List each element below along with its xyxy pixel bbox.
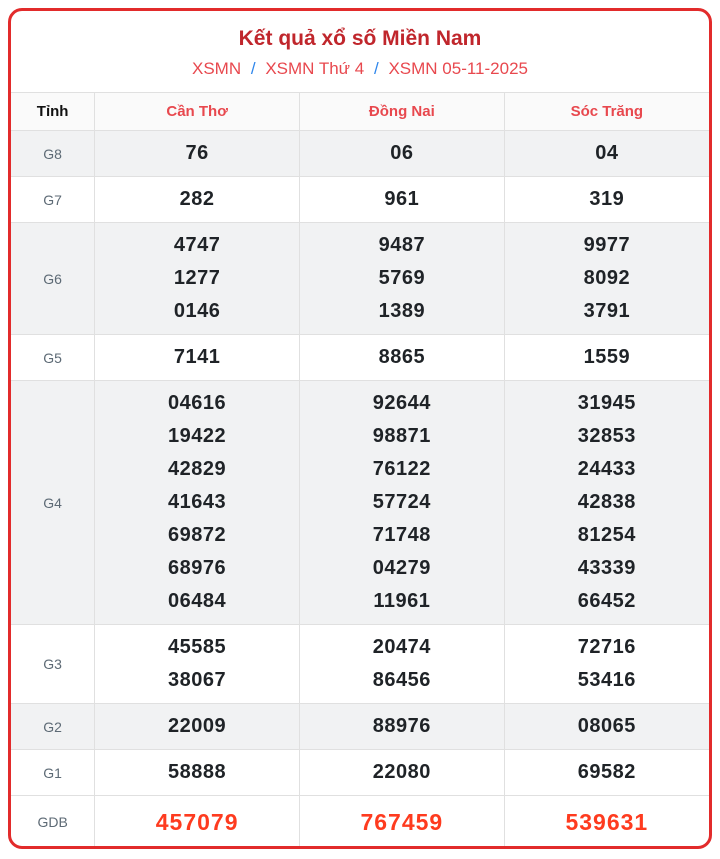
prize-number: 8865 <box>378 346 426 368</box>
prize-number: 19422 <box>168 425 227 447</box>
prize-number: 42838 <box>577 491 636 513</box>
prize-number: 72716 <box>577 636 636 658</box>
prize-cell <box>504 704 709 750</box>
prize-number: 1559 <box>583 346 631 368</box>
table-row <box>11 335 709 381</box>
table-row <box>11 381 709 625</box>
prize-cell <box>504 223 709 335</box>
prize-cell <box>299 796 504 849</box>
prize-number: 1277 <box>173 267 221 289</box>
breadcrumb-link-xsmn-date[interactable]: XSMN 05-11-2025 <box>388 59 528 78</box>
row-label-g6: G6 <box>11 223 95 335</box>
prize-number: 06484 <box>168 590 227 612</box>
prize-number: 457079 <box>155 809 239 835</box>
row-label-g2: G2 <box>11 704 95 750</box>
prize-number: 0146 <box>173 300 221 322</box>
prize-number: 53416 <box>577 669 636 691</box>
prize-cell <box>95 625 300 704</box>
table-row <box>11 177 709 223</box>
table-row <box>11 750 709 796</box>
prize-number: 04279 <box>372 557 431 579</box>
results-body <box>11 131 709 849</box>
prize-cell <box>95 381 300 625</box>
prize-number: 76 <box>185 142 209 164</box>
row-label-g7: G7 <box>11 177 95 223</box>
prize-number: 1389 <box>378 300 426 322</box>
prize-number: 45585 <box>168 636 227 658</box>
prize-cell <box>95 750 300 796</box>
prize-number: 8092 <box>583 267 631 289</box>
xsmn-result-card <box>8 8 712 849</box>
prize-cell <box>299 223 504 335</box>
prize-cell <box>299 131 504 177</box>
prize-number: 7141 <box>173 346 221 368</box>
prize-number: 9977 <box>583 234 631 256</box>
prize-cell <box>504 381 709 625</box>
prize-number: 68976 <box>168 557 227 579</box>
prize-number: 41643 <box>168 491 227 513</box>
table-row <box>11 625 709 704</box>
table-row <box>11 223 709 335</box>
column-header-can-tho[interactable]: Cần Thơ <box>95 93 300 131</box>
prize-number: 22009 <box>168 715 227 737</box>
breadcrumb-link-xsmn-thu4[interactable]: XSMN Thứ 4 <box>265 59 365 78</box>
row-label-gdb: GDB <box>11 796 95 849</box>
prize-number: 961 <box>384 188 420 210</box>
prize-number: 42829 <box>168 458 227 480</box>
prize-number: 38067 <box>168 669 227 691</box>
prize-number: 767459 <box>360 809 444 835</box>
prize-number: 3791 <box>583 300 631 322</box>
table-row <box>11 131 709 177</box>
column-header-province: Tỉnh <box>11 93 95 131</box>
titlebar <box>11 11 709 79</box>
prize-number: 04616 <box>168 392 227 414</box>
prize-cell <box>95 335 300 381</box>
prize-number: 20474 <box>372 636 431 658</box>
prize-number: 66452 <box>577 590 636 612</box>
column-header-dong-nai[interactable]: Đồng Nai <box>299 93 504 131</box>
prize-number: 58888 <box>168 761 227 783</box>
prize-number: 08065 <box>577 715 636 737</box>
prize-cell <box>504 750 709 796</box>
prize-number: 11961 <box>373 590 431 612</box>
row-label-g4: G4 <box>11 381 95 625</box>
prize-number: 92644 <box>372 392 431 414</box>
column-header-soc-trang[interactable]: Sóc Trăng <box>504 93 709 131</box>
prize-number: 86456 <box>372 669 431 691</box>
breadcrumb-separator: / <box>373 59 379 78</box>
prize-number: 319 <box>589 188 625 210</box>
prize-number: 22080 <box>372 761 431 783</box>
prize-number: 43339 <box>577 557 636 579</box>
prize-number: 69582 <box>577 761 636 783</box>
prize-cell <box>95 131 300 177</box>
prize-number: 4747 <box>173 234 221 256</box>
prize-number: 5769 <box>378 267 426 289</box>
prize-cell <box>299 381 504 625</box>
breadcrumb-link-xsmn[interactable]: XSMN <box>191 59 242 78</box>
prize-cell <box>504 131 709 177</box>
results-table <box>11 92 709 848</box>
prize-number: 282 <box>179 188 215 210</box>
prize-cell <box>504 625 709 704</box>
table-row <box>11 704 709 750</box>
prize-number: 98871 <box>372 425 431 447</box>
breadcrumb <box>11 58 709 79</box>
row-label-g1: G1 <box>11 750 95 796</box>
row-label-g3: G3 <box>11 625 95 704</box>
prize-cell <box>504 177 709 223</box>
prize-cell <box>299 704 504 750</box>
prize-number: 9487 <box>378 234 426 256</box>
prize-number: 71748 <box>372 524 431 546</box>
prize-number: 69872 <box>168 524 227 546</box>
prize-number: 04 <box>595 142 619 164</box>
prize-cell <box>95 177 300 223</box>
row-label-g8: G8 <box>11 131 95 177</box>
prize-number: 31945 <box>577 392 636 414</box>
table-row <box>11 796 709 849</box>
prize-number: 539631 <box>565 809 649 835</box>
prize-number: 24433 <box>577 458 636 480</box>
prize-number: 06 <box>390 142 414 164</box>
prize-cell <box>299 335 504 381</box>
table-header-row <box>11 93 709 131</box>
prize-cell <box>299 750 504 796</box>
prize-cell <box>95 223 300 335</box>
prize-cell <box>95 796 300 849</box>
prize-number: 88976 <box>372 715 431 737</box>
row-label-g5: G5 <box>11 335 95 381</box>
prize-number: 32853 <box>577 425 636 447</box>
prize-cell <box>504 335 709 381</box>
breadcrumb-separator: / <box>250 59 256 78</box>
prize-cell <box>299 625 504 704</box>
prize-number: 76122 <box>372 458 431 480</box>
prize-number: 57724 <box>372 491 431 513</box>
prize-cell <box>299 177 504 223</box>
page-title: Kết quả xổ số Miền Nam <box>238 27 482 50</box>
prize-cell <box>504 796 709 849</box>
prize-number: 81254 <box>577 524 636 546</box>
prize-cell <box>95 704 300 750</box>
